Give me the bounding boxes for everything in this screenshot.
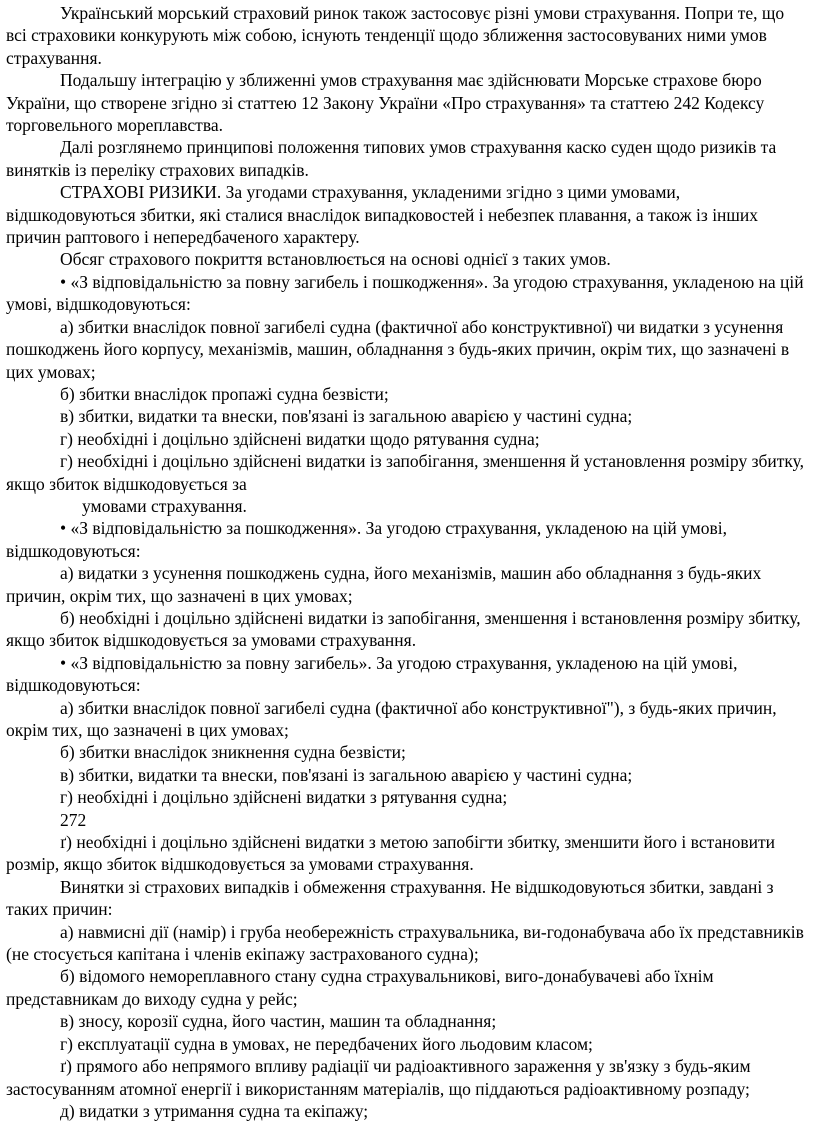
list-item: а) видатки з усунення пошкоджень судна, його механізмів, машин або обладнання з будь-яких причин, окрім тих, що зазначені в цих умовах; xyxy=(6,563,762,606)
list-item-total-loss: • «З відповідальністю за повну загибель». За угодою страхування, укладеною на цій умові, відшкодовуються: xyxy=(6,652,738,696)
page-number: 272 xyxy=(60,809,87,830)
list-item: в) зносу, корозії судна, його частин, машин та обладнання; xyxy=(60,1011,497,1032)
list-item-continuation: умовами страхування. xyxy=(82,495,247,516)
list-item: г) необхідні і доцільно здійснені видатки із запобігання, зменшення й установлення розміру збитку, якщо збиток відшкодовується за xyxy=(6,451,805,494)
list-item: в) збитки, видатки та внески, пов'язані із загальною аварією у частині судна; xyxy=(60,764,633,785)
paragraph-coverage-scope: Обсяг страхового покриття встановлюється на основі однієї з таких умов. xyxy=(60,249,611,270)
paragraph-bureau: Подальшу інтеграцію у зближенні умов страхування має здійснювати Морське страхове бюро України, що створене згідно зі статтею 12 Закону України «Про страхування» та статтею 242 Кодексу торговельного мореплавства. xyxy=(6,70,765,136)
list-item: д) видатки з утримання судна та екіпажу; xyxy=(60,1100,369,1121)
list-item: ґ) необхідні і доцільно здійснені видатки з метою запобігти збитку, зменшити його і встановити розмір, якщо збиток відшкодовується за умовами страхування. xyxy=(6,832,775,875)
list-item: а) збитки внаслідок повної загибелі судна (фактичної або конструктивної) чи видатки з усунення пошкоджень його корпусу, механізмів, машин, обладнання з будь-яких причин, окрім тих, що зазначені в цих умовах; xyxy=(6,316,790,382)
list-item: а) навмисні дії (намір) і груба необережність страхувальника, ви-годонабувача або їх представників (не стосується капітана і членів екіпажу застрахованого судна); xyxy=(6,921,804,965)
list-item-damage: • «З відповідальністю за пошкодження». За угодою страхування, укладеною на цій умові, відшкодовуються: xyxy=(6,518,727,561)
list-item: г) експлуатації судна в умовах, не передбачених його льодовим класом; xyxy=(60,1033,593,1054)
paragraph-overview: Далі розглянемо принципові положення типових умов страхування каско суден щодо ризиків та винятків із переліку страхових випадків. xyxy=(6,137,777,180)
paragraph-insurance-risks: СТРАХОВІ РИЗИКИ. За угодами страхування, укладеними згідно з цими умовами, відшкодовуються збитки, які сталися внаслідок випадковостей і небезпек плавання, а також із інших причин раптового і непередбаченого характеру. xyxy=(6,182,759,248)
list-item-total-loss-and-damage: • «З відповідальністю за повну загибель і пошкодження». За угодою страхування, укладеною на цій умові, відшкодовуються: xyxy=(6,271,804,315)
list-item: б) збитки внаслідок зникнення судна безвісти; xyxy=(60,742,406,763)
list-item: б) відомого немореплавного стану судна страхувальникові, виго-донабувачеві або їхнім представникам до виходу судна у рейс; xyxy=(6,966,714,1009)
list-item: б) необхідні і доцільно здійснені видатки із запобігання, зменшення і встановлення розміру збитку, якщо збиток відшкодовується за умовами страхування. xyxy=(6,607,801,651)
paragraph-exclusions: Винятки зі страхових випадків і обмеження страхування. Не відшкодовуються збитки, завдані з таких причин: xyxy=(6,876,774,920)
list-item: а) збитки внаслідок повної загибелі судна (фактичної або конструктивної"), з будь-яких причин, окрім тих, що зазначені в цих умовах; xyxy=(6,697,777,740)
list-item: ґ) прямого або непрямого впливу радіації чи радіоактивного зараження у зв'язку з будь-яким застосуванням атомної енергії і використанням матеріалів, що піддаються радіоактивному розпаду; xyxy=(6,1056,751,1099)
list-item: г) необхідні і доцільно здійснені видатки щодо рятування судна; xyxy=(60,428,540,449)
list-item: г) необхідні і доцільно здійснені видатки з рятування судна; xyxy=(60,787,508,808)
paragraph-intro: Український морський страховий ринок також застосовує різні умови страхування. Попри те, що всі страховики конкурують між собою, існують тенденції щодо зближення застосовуваних ними умов страхування. xyxy=(6,3,785,68)
list-item: в) збитки, видатки та внески, пов'язані із загальною аварією у частині судна; xyxy=(60,406,633,427)
list-item: б) збитки внаслідок пропажі судна безвісти; xyxy=(60,383,389,404)
